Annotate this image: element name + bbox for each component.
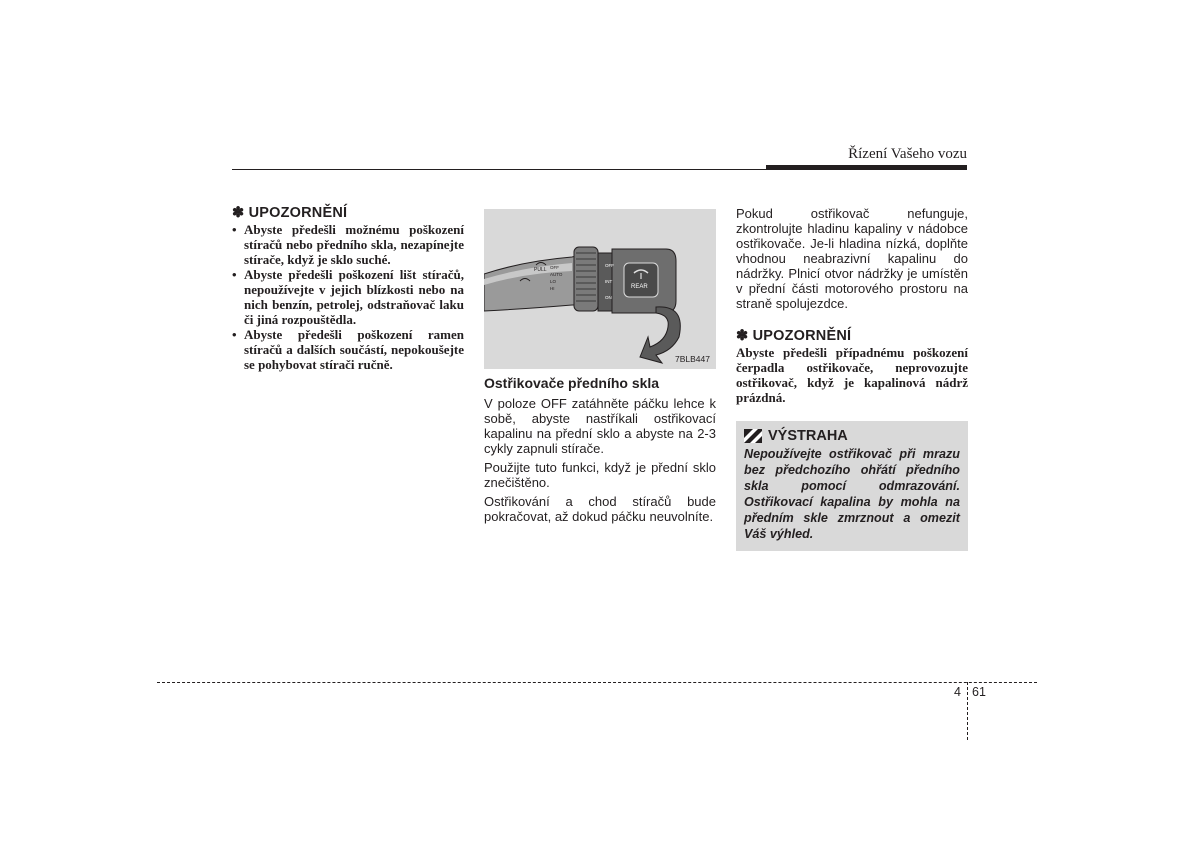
- warning-icon: [744, 429, 762, 443]
- warning-text: Nepoužívejte ostřikovač při mrazu bez předchozího ohřátí předního skla pomocí odmrazování. Ostřikovací kapalina by mohla na předním skle zmrznout a omezit Váš výhled.: [744, 447, 960, 541]
- paragraph: V poloze OFF zatáhněte páčku lehce k sobě, abyste nastříkali ostřikovací kapalinu na přední sklo a abyste na 2-3 cykly zapnuli stírače.: [484, 396, 716, 456]
- label-band-on: ON: [605, 295, 612, 300]
- label-off: OFF: [550, 265, 559, 270]
- caution-text: Abyste předešli případnému poškození čerpadla ostřikovače, neprovozujte ostřikovač, když je kapalinová nádrž prázdná.: [736, 345, 968, 405]
- label-rear: REAR: [631, 284, 648, 290]
- info-column: [736, 206, 968, 551]
- wiper-lever-illustration: [484, 209, 716, 369]
- caution-list: [232, 222, 464, 372]
- page-header-title: Řízení Vašeho vozu: [848, 146, 967, 162]
- paragraph: Použijte tuto funkci, když je přední sklo znečištěno.: [484, 460, 716, 490]
- section-heading: Ostřikovače předního skla: [484, 375, 660, 391]
- page-number: 61: [972, 685, 986, 699]
- warning-box: [736, 421, 968, 551]
- footer-divider: [967, 682, 968, 740]
- wiper-lever-drawing: [484, 209, 716, 369]
- figure-code: 7BLB447: [675, 354, 710, 364]
- caution-item: • Abyste předešli poškození lišt stíračů, nepoužívejte v jejich blízkosti nebo na nich benzín, petrolej, odstraňovač laku či jiná rozpouštědla.: [232, 267, 464, 327]
- caution-heading: ✽ UPOZORNĚNÍ: [232, 205, 348, 221]
- warning-title: VÝSTRAHA: [768, 428, 848, 444]
- label-pull: PULL: [534, 267, 547, 273]
- header-rule: [232, 169, 766, 170]
- washer-column: [484, 209, 716, 528]
- label-lo: LO: [550, 279, 557, 284]
- label-auto: AUTO: [550, 272, 563, 277]
- warning-heading: [744, 428, 960, 444]
- section-body: [484, 396, 716, 524]
- footer-rule: [157, 682, 1037, 683]
- caution-item: • Abyste předešli poškození ramen stíračů a dalších součástí, nepokoušejte se pohybovat stírači ručně.: [232, 327, 464, 372]
- caution-heading: ✽ UPOZORNĚNÍ: [736, 328, 852, 344]
- paragraph: Ostřikování a chod stíračů bude pokračovat, až dokud páčku neuvolníte.: [484, 494, 716, 524]
- chapter-number: 4: [954, 685, 961, 699]
- label-band-off: OFF: [605, 263, 614, 268]
- caution-column: [232, 205, 464, 372]
- caution-item: • Abyste předešli možnému poškození stíračů nebo předního skla, nezapínejte stírače, když je sklo suché.: [232, 222, 464, 267]
- header-rule-accent: [766, 165, 967, 170]
- label-band-int: INT: [605, 279, 613, 284]
- paragraph: Pokud ostřikovač nefunguje, zkontrolujte hladinu kapaliny v nádobce ostřikovače. Je-li hladina nízká, doplňte vhodnou neabrazivní kapalinu do nádržky. Plnicí otvor nádržky je umístěn v přední části motorového prostoru na straně spolujezdce.: [736, 206, 968, 311]
- label-hi: HI: [550, 286, 555, 291]
